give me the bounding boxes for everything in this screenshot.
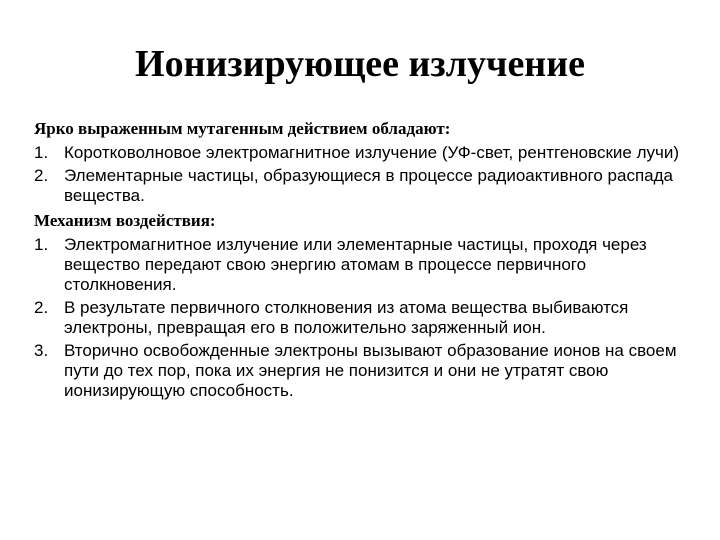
slide-title: Ионизирующее излучение: [135, 43, 585, 85]
slide-content: [34, 118, 694, 405]
list-item-text: Элементарные частицы, образующиеся в процессе радиоактивного распада вещества.: [64, 166, 673, 205]
list-item: [34, 235, 694, 295]
list-item-text: Электромагнитное излучение или элементарные частицы, проходя через вещество передают свою энергию атомам в процессе первичного столкновения.: [64, 235, 647, 294]
list-item: [34, 341, 694, 401]
list-item: [34, 298, 694, 338]
list-item: [34, 143, 694, 163]
mechanism-list: [34, 235, 694, 401]
list-item-number: 2.: [34, 298, 49, 317]
section-heading-mutagens: Ярко выраженным мутагенным действием обладают:: [34, 119, 451, 138]
section-heading-mechanism: Механизм воздействия:: [34, 211, 216, 230]
list-item-text: Коротковолновое электромагнитное излучение (УФ-свет, рентгеновские лучи): [64, 143, 679, 162]
list-item-number: 1.: [34, 235, 49, 254]
list-item-number: 2.: [34, 166, 49, 185]
list-item-number: 1.: [34, 143, 49, 162]
list-item-number: 3.: [34, 341, 49, 360]
list-item-text: В результате первичного столкновения из атома вещества выбиваются электроны, превращая его в положительно заряженный ион.: [64, 298, 629, 337]
mutagens-list: [34, 143, 694, 206]
list-item: [34, 166, 694, 206]
list-item-text: Вторично освобожденные электроны вызывают образование ионов на своем пути до тех пор, пока их энергия не понизится и они не утратят свою ионизирующую способность.: [64, 341, 677, 400]
